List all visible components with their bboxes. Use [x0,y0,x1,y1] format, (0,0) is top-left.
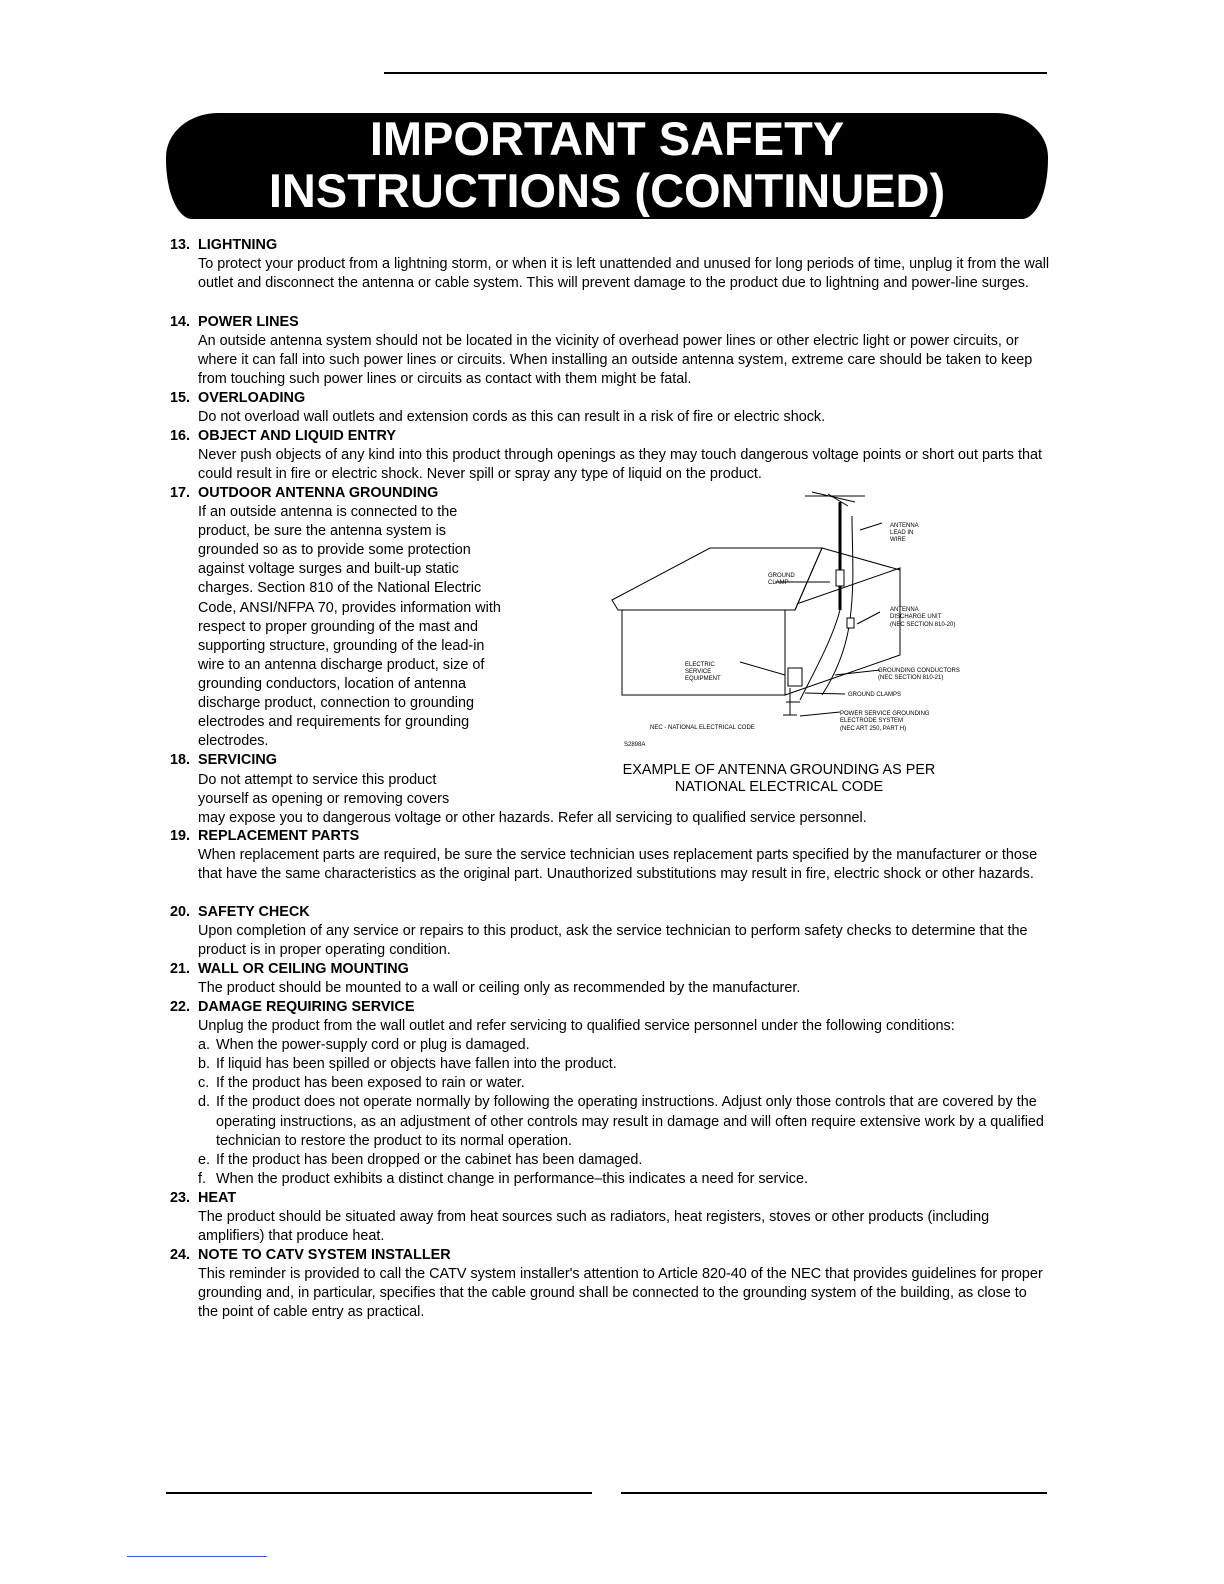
section-23 [170,1189,1050,1246]
section-20 [170,903,1050,960]
top-rule [384,72,1047,74]
label-nec: NEC - NATIONAL ELECTRICAL CODE [650,725,755,731]
section-22 [170,998,1050,1189]
bottom-rule-left [166,1492,592,1494]
section-13 [170,236,1050,293]
section-14 [170,313,1050,389]
svg-text:(NEC ART 250, PART H): (NEC ART 250, PART H) [840,726,907,732]
svg-text:WIRE: WIRE [890,537,906,543]
section-title: SERVICING [198,752,277,768]
discharge-unit [847,618,854,628]
section-title: LIGHTNING [198,237,278,253]
list-item: f. When the product exhibits a distinct change in performance–this indicates a need for service. [198,1170,808,1187]
section-body: Do not attempt to service this product yourself as opening or removing covers [198,772,450,808]
label-ground-clamps: GROUND CLAMPS [848,692,902,698]
section-body: The product should be situated away from heat sources such as radiators, heat registers, stoves or other products (including amplifiers) that produce heat. [198,1209,990,1245]
section-17 [170,484,570,751]
svg-text:DISCHARGE UNIT: DISCHARGE UNIT [890,614,942,620]
electric-service-box [788,668,802,686]
section-number: 20. [170,904,191,920]
section-body: Unplug the product from the wall outlet and refer servicing to qualified service personnel under the following conditions: [198,1018,955,1035]
label-discharge-unit: ANTENNA [890,607,919,613]
label-power-service: POWER SERVICE GROUNDING [840,711,930,717]
house-roof [612,548,822,610]
section-24 [170,1246,1050,1322]
page-title [166,113,1048,217]
section-body-continued: may expose you to dangerous voltage or other hazards. Refer all servicing to qualified service personnel. [198,810,867,827]
svg-text:EQUIPMENT: EQUIPMENT [685,676,721,682]
list-item: a. When the power-supply cord or plug is damaged. [198,1037,530,1054]
section-body: If an outside antenna is connected to the product, be sure the antenna system is grounded so as to provide some protection against voltage surges and built-up static charges. Section 810 of the National Electric Code, ANSI/NFPA 70, provides information with respect to proper grounding of the mast and supporting structure, grounding of the lead-in wire to an antenna discharge product, size of grounding conductors, location of antenna discharge product, connection to grounding electrodes and requirements for grounding electrodes. [198,504,501,750]
list-item: d. If the product does not operate normally by following the operating instructions. Adjust only those controls that are covered by the operating instructions, as an adjustment of other controls may result in damage and will often require extensive work by a qualified technician to restore the product to its normal operation. [198,1094,1044,1149]
section-number: 14. [170,314,191,330]
svg-text:CLAMP: CLAMP [768,580,789,586]
section-title: DAMAGE REQUIRING SERVICE [198,999,415,1015]
section-body: Do not overload wall outlets and extension cords as this can result in a risk of fire or electric shock. [198,409,826,426]
section-21 [170,960,1050,998]
svg-text:(NEC SECTION 810-21): (NEC SECTION 810-21) [878,675,944,681]
section-16 [170,427,1050,484]
section-number: 18. [170,752,191,768]
section-body: An outside antenna system should not be located in the vicinity of overhead power lines or other electric light or power circuits, or where it can fall into such power lines or circuits. When installing an outside antenna system, extreme care should be taken to keep from touching such power lines or circuits as contact with them might be fatal. [198,333,1033,388]
section-title: HEAT [198,1190,237,1206]
section-number: 16. [170,428,191,444]
section-body: This reminder is provided to call the CATV system installer's attention to Article 820-40 of the NEC that provides guidelines for proper grounding and, in particular, specifies that the cable ground shall be connected to the grounding system of the building, as close to the point of cable entry as practical. [198,1266,1043,1321]
section-number: 17. [170,485,191,501]
label-antenna-lead: ANTENNA [890,523,919,529]
section-body: The product should be mounted to a wall or ceiling only as recommended by the manufacturer. [198,980,801,997]
svg-text:SERVICE: SERVICE [685,669,712,675]
title-line-1: IMPORTANT SAFETY [369,112,845,165]
list-item: c. If the product has been exposed to rain or water. [198,1075,525,1092]
label-electric-service: ELECTRIC [685,662,715,668]
section-number: 21. [170,961,191,977]
bottom-rule-right [621,1492,1047,1494]
title-line-2: INSTRUCTIONS (CONTINUED) [268,164,946,217]
figure-caption: EXAMPLE OF ANTENNA GROUNDING AS PER NATIONAL ELECTRICAL CODE [622,762,936,795]
label-grounding-conductors: GROUNDING CONDUCTORS [878,668,960,674]
section-number: 23. [170,1190,191,1206]
section-body: To protect your product from a lightning storm, or when it is left unattended and unused for long periods of time, unplug it from the wall outlet and disconnect the antenna or cable system. This will prevent damage to the product due to lightning and power-line surges. [198,256,1050,292]
section-number: 22. [170,999,191,1015]
section-title: OBJECT AND LIQUID ENTRY [198,428,397,444]
section-title: OVERLOADING [198,390,306,406]
section-title: WALL OR CEILING MOUNTING [198,961,409,977]
svg-text:ELECTRODE SYSTEM: ELECTRODE SYSTEM [840,718,904,724]
section-body: Upon completion of any service or repairs to this product, ask the service technician to perform safety checks to determine that the product is in proper operating condition. [198,923,1028,959]
section-title: POWER LINES [198,314,299,330]
section-title: SAFETY CHECK [198,904,310,920]
section-19 [170,827,1050,884]
section-number: 15. [170,390,191,406]
label-ground-clamp: GROUND [768,573,795,579]
footer-link-underline [127,1556,267,1557]
section-title: REPLACEMENT PARTS [198,828,360,844]
section-title: NOTE TO CATV SYSTEM INSTALLER [198,1247,451,1263]
svg-text:(NEC SECTION 810-20): (NEC SECTION 810-20) [890,622,956,628]
section-15 [170,389,1050,427]
section-number: 24. [170,1247,191,1263]
section-body: Never push objects of any kind into this product through openings as they may touch dangerous voltage points or short out parts that could result in fire or electric shock. Never spill or spray any type of liquid on the product. [198,447,1042,483]
section-number: 19. [170,828,191,844]
section-number: 13. [170,237,191,253]
antenna-grounding-diagram [600,490,990,755]
section-body: When replacement parts are required, be sure the service technician uses replacement parts specified by the manufacturer or those that have the same characteristics as the original part. Unauthorized substitutions may result in fire, electric shock or other hazards. [198,847,1038,883]
list-item: e. If the product has been dropped or the cabinet has been damaged. [198,1151,643,1168]
section-title: OUTDOOR ANTENNA GROUNDING [198,485,439,501]
svg-text:LEAD IN: LEAD IN [890,530,914,536]
list-item: b. If liquid has been spilled or objects have fallen into the product. [198,1056,617,1073]
label-figure-code: S2898A [624,742,646,748]
